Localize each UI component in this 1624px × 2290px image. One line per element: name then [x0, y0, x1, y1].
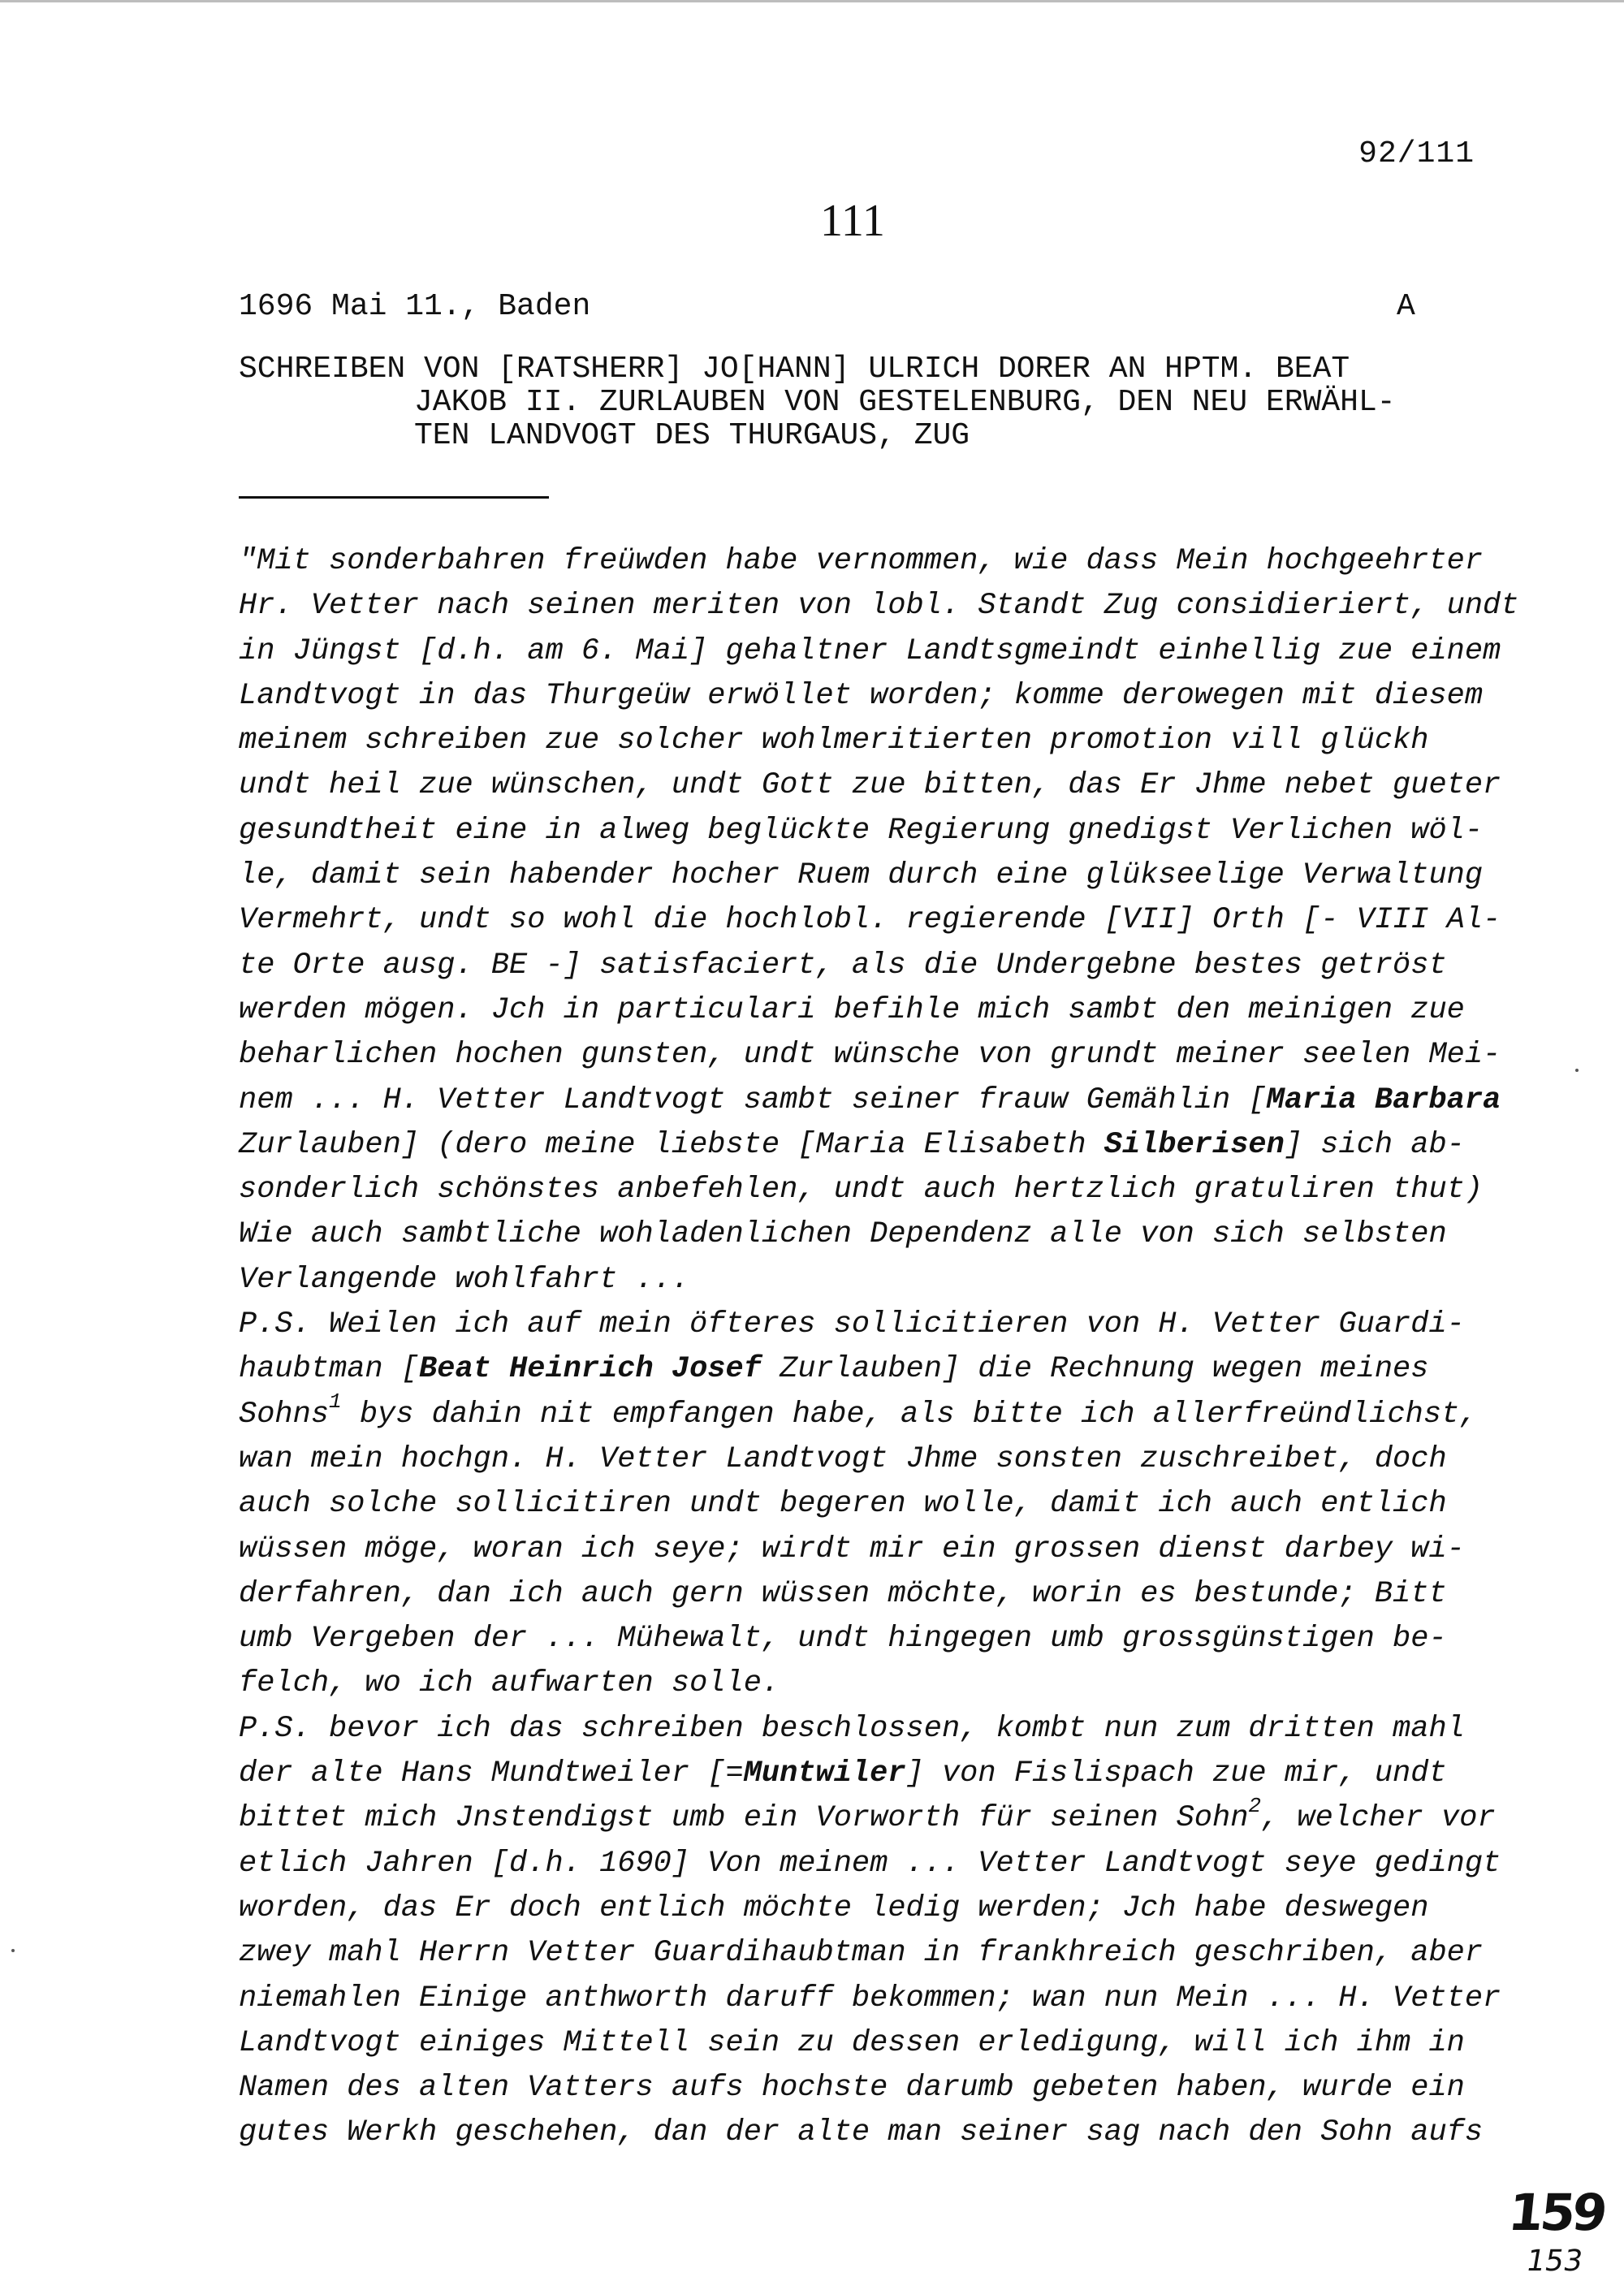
text-segment: ] von Fislispach zue mir, undt — [905, 1756, 1447, 1791]
text-segment: undt heil zue wünschen, undt Gott zue bitten, das Er Jhme nebet gueter — [239, 768, 1501, 803]
body-line — [239, 584, 1519, 629]
separator-rule — [239, 496, 549, 499]
text-segment: worden, das Er doch entlich möchte ledig werden; Jch habe deswegen — [239, 1890, 1429, 1925]
body-line — [239, 988, 1505, 1033]
bold-name: Silberisen — [1104, 1127, 1285, 1162]
text-segment: etlich Jahren [d.h. 1690] Von meinem ... Vetter Landtvogt seye gedingt — [239, 1846, 1501, 1881]
body-line — [239, 1437, 1505, 1482]
footnote-ref: 1 — [329, 1389, 342, 1415]
body-line — [239, 809, 1505, 853]
text-segment: le, damit sein habender hocher Ruem durch eine glükseelige Verwaltung — [239, 858, 1484, 893]
body-line — [239, 1931, 1505, 1976]
text-segment: , welcher vor — [1261, 1801, 1496, 1836]
text-segment: bittet mich Jnstendigst umb ein Vorworth für seinen Sohn — [239, 1801, 1249, 1836]
text-segment: haubtman [ — [239, 1352, 420, 1387]
body-line — [239, 1078, 1505, 1123]
text-segment: ] sich ab- — [1284, 1127, 1465, 1162]
text-segment: in Jüngst [d.h. am 6. Mai] gehaltner Landtsgmeindt einhellig zue einem — [239, 633, 1501, 668]
text-segment: Verlangende wohlfahrt ... — [239, 1262, 690, 1297]
text-segment: Zurlauben] die Rechnung wegen meines — [761, 1352, 1429, 1387]
body-line — [239, 1661, 1505, 1706]
body-line — [239, 1752, 1505, 1796]
body-line — [239, 2111, 1505, 2155]
bold-name: Muntwiler — [743, 1756, 906, 1791]
text-segment: Vermehrt, undt so wohl die hochlobl. regierende [VII] Orth [- VIII Al- — [239, 903, 1501, 938]
text-segment: Landtvogt einiges Mittell sein zu dessen erledigung, will ich ihm in — [239, 2025, 1465, 2060]
body-line — [239, 2066, 1505, 2111]
title-line: JAKOB II. ZURLAUBEN VON GESTELENBURG, DEN NEU ERWÄHL- — [414, 385, 1396, 420]
body-line — [239, 1527, 1505, 1572]
text-segment: wüssen möge, woran ich seye; wirdt mir ein grossen dienst darbey wi- — [239, 1532, 1465, 1566]
document-mark: A — [1397, 289, 1415, 324]
body-line — [239, 1977, 1505, 2021]
body-line — [239, 763, 1505, 808]
body-line — [239, 674, 1505, 719]
body-line — [239, 1168, 1505, 1212]
text-segment: nem ... H. Vetter Landtvogt sambt seiner frauw Gemählin [ — [239, 1082, 1267, 1117]
scan-top-edge — [0, 0, 1624, 2]
text-segment: "Mit sonderbahren freüwden habe vernommen, wie dass Mein hochgeehrter — [239, 544, 1484, 578]
body-line — [239, 944, 1505, 988]
body-line — [239, 1886, 1505, 1931]
text-segment: P.S. Weilen ich auf mein öfteres sollicitieren von H. Vetter Guardi- — [239, 1307, 1465, 1342]
body-line — [239, 2021, 1505, 2066]
body-line — [239, 1033, 1505, 1078]
text-segment: umb Vergeben der ... Mühewalt, undt hingegen umb grossgünstigen be- — [239, 1622, 1447, 1657]
text-segment: niemahlen Einige anthworth daruff bekommen; wan nun Mein ... H. Vetter — [239, 1981, 1501, 2016]
body-line — [239, 1617, 1505, 1661]
text-segment: gutes Werkh geschehen, dan der alte man seiner sag nach den Sohn aufs — [239, 2115, 1484, 2150]
letter-body — [239, 539, 1519, 2156]
body-line — [239, 1793, 1505, 1841]
body-line — [239, 1212, 1505, 1257]
text-segment: der alte Hans Mundtweiler [= — [239, 1756, 744, 1791]
reference-number: 92/111 — [1358, 136, 1475, 171]
body-line — [239, 1482, 1505, 1527]
scan-speck — [11, 1949, 15, 1952]
document-number: 111 — [820, 196, 885, 246]
text-segment: gesundtheit eine in alweg beglückte Regierung gnedigst Verlichen wöl- — [239, 813, 1484, 848]
footnote-ref: 2 — [1248, 1793, 1262, 1818]
text-segment: Namen des alten Vatters aufs hochste darumb gebeten haben, wurde ein — [239, 2071, 1465, 2106]
scan-speck — [1575, 1069, 1579, 1072]
handwritten-page-number: 159 — [1505, 2183, 1608, 2242]
body-line — [239, 1258, 1505, 1303]
body-line — [239, 719, 1505, 763]
text-segment: Wie auch sambtliche wohladenlichen Dependenz alle von sich selbsten — [239, 1217, 1447, 1252]
text-segment: bys dahin nit empfangen habe, als bitte ich allerfreündlichst, — [341, 1397, 1478, 1432]
text-segment: zwey mahl Herrn Vetter Guardihaubtman in frankhreich geschriben, aber — [239, 1936, 1484, 1971]
body-line — [239, 1572, 1505, 1617]
text-segment: wan mein hochgn. H. Vetter Landtvogt Jhme sonsten zuschreibet, doch — [239, 1441, 1447, 1476]
body-line — [239, 1842, 1505, 1886]
text-segment: Landtvogt in das Thurgeüw erwöllet worden; komme derowegen mit diesem — [239, 678, 1484, 713]
document-title — [239, 352, 1489, 452]
body-line — [239, 539, 1505, 584]
text-segment: sonderlich schönstes anbefehlen, undt auch hertzlich gratuliren thut) — [239, 1173, 1484, 1208]
body-line — [239, 1347, 1505, 1392]
body-line — [239, 1389, 1505, 1437]
body-line — [239, 853, 1505, 898]
text-segment: Hr. Vetter nach seinen meriten von lobl. Standt Zug considieriert, undt — [239, 589, 1519, 624]
body-line — [239, 629, 1505, 674]
body-line — [239, 1707, 1505, 1752]
text-segment: werden mögen. Jch in particulari befihle mich sambt den meinigen zue — [239, 992, 1465, 1027]
body-line — [239, 898, 1505, 943]
body-line — [239, 1123, 1505, 1168]
text-segment: meinem schreiben zue solcher wohlmeritierten promotion vill glückh — [239, 724, 1429, 758]
bold-name: Beat Heinrich Josef — [419, 1352, 762, 1387]
text-segment: felch, wo ich aufwarten solle. — [239, 1666, 780, 1701]
text-segment: derfahren, dan ich auch gern wüssen möchte, worin es bestunde; Bitt — [239, 1576, 1447, 1611]
text-segment: Sohns — [239, 1397, 330, 1432]
body-line — [239, 1303, 1505, 1347]
text-segment: beharlichen hochen gunsten, undt wünsche von grundt meiner seelen Mei- — [239, 1038, 1501, 1073]
text-segment: P.S. bevor ich das schreiben beschlossen, kombt nun zum dritten mahl — [239, 1711, 1465, 1746]
text-segment: te Orte ausg. BE -] satisfaciert, als die Undergebne bestes getröst — [239, 948, 1447, 983]
date-place: 1696 Mai 11., Baden — [239, 289, 591, 324]
title-line: TEN LANDVOGT DES THURGAUS, ZUG — [414, 418, 970, 453]
title-line: SCHREIBEN VON [RATSHERR] JO[HANN] ULRICH DORER AN HPTM. BEAT — [239, 352, 1350, 387]
handwritten-page-number-alt: 153 — [1523, 2245, 1586, 2278]
bold-name: Maria Barbara — [1266, 1082, 1501, 1117]
text-segment: auch solche sollicitiren undt begeren wolle, damit ich auch entlich — [239, 1487, 1447, 1522]
text-segment: Zurlauben] (dero meine liebste [Maria Elisabeth — [239, 1127, 1104, 1162]
